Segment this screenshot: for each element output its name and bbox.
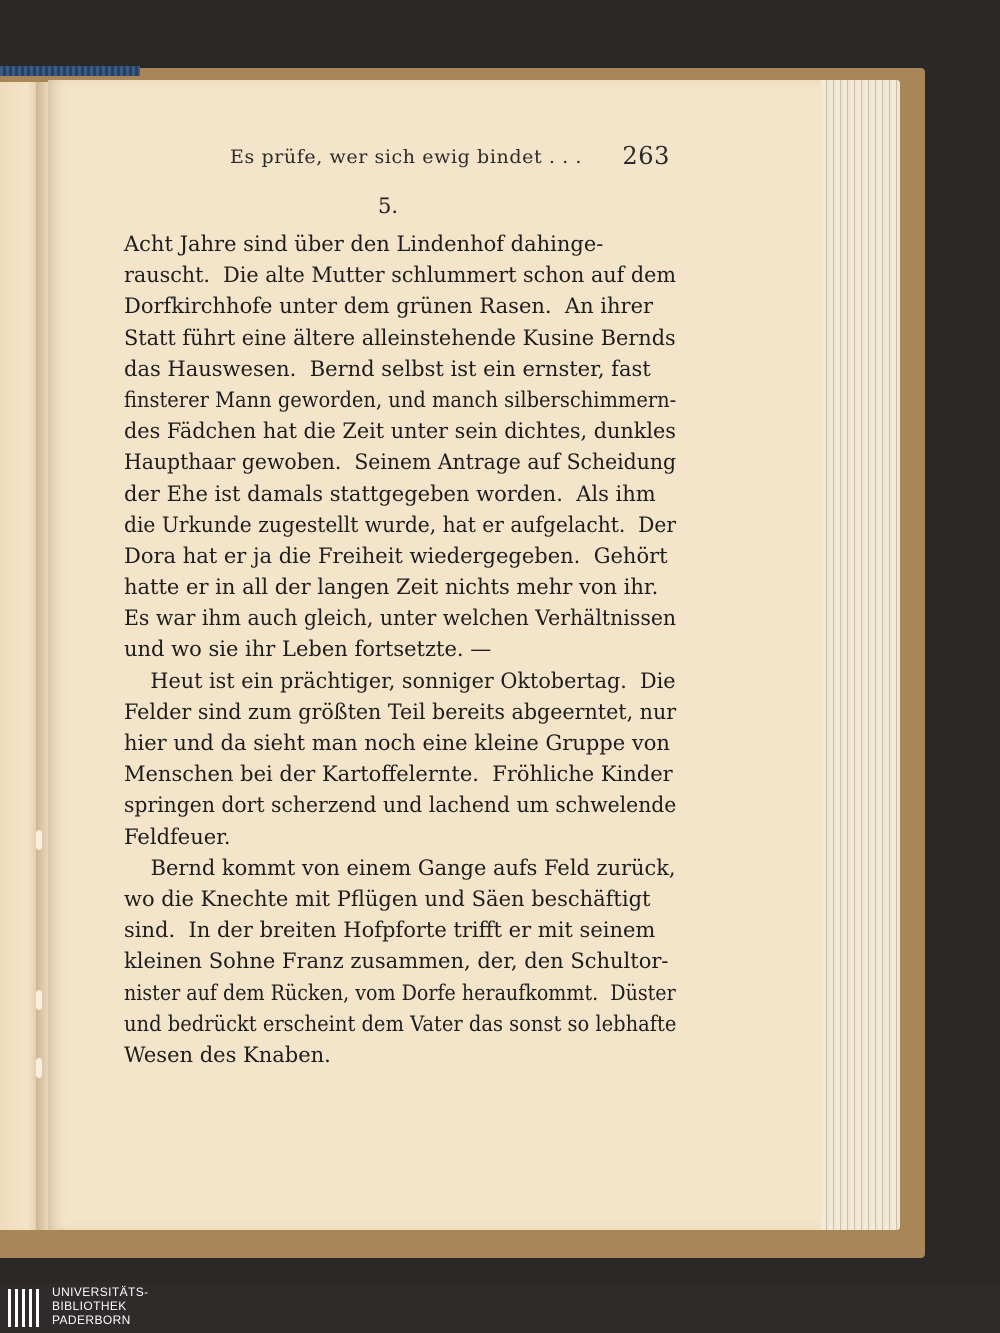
text-line: hatte er in all der langen Zeit nichts mehr von ihr. — [124, 575, 659, 600]
text-line: Wesen des Knaben. — [124, 1042, 331, 1067]
text-line: Menschen bei der Kartoffelernte. Fröhliche Kinder — [124, 762, 673, 787]
text-line: Feldfeuer. — [124, 824, 231, 849]
logo-line: PADERBORN — [52, 1313, 131, 1327]
logo-line: BIBLIOTHEK — [52, 1299, 127, 1313]
text-line: kleinen Sohne Franz zusammen, der, den Schultor- — [124, 949, 669, 974]
text-line: Dora hat er ja die Freiheit wiedergegeben. Gehört — [124, 543, 668, 568]
binding-thread — [36, 990, 42, 1010]
bookmark-ribbon — [0, 66, 140, 76]
text-line: finsterer Mann geworden, und manch silberschimmern- — [124, 387, 677, 412]
body-text — [124, 229, 676, 1071]
text-line: sind. In der breiten Hofpforte trifft er mit seinem — [124, 918, 656, 943]
text-line: das Hauswesen. Bernd selbst ist ein ernster, fast — [124, 356, 651, 381]
text-line: des Fädchen hat die Zeit unter sein dichtes, dunkles — [124, 419, 676, 444]
text-line: Es war ihm auch gleich, unter welchen Verhältnissen — [124, 606, 677, 631]
left-page-edge — [0, 82, 40, 1230]
text-line: Acht Jahre sind über den Lindenhof dahinge- — [124, 232, 604, 256]
text-line: Bernd kommt von einem Gange aufs Feld zurück, — [124, 855, 676, 880]
text-line: und bedrückt erscheint dem Vater das sonst so lebhafte — [124, 1011, 677, 1036]
text-line: Heut ist ein prächtiger, sonniger Oktobertag. Die — [124, 668, 676, 693]
text-line: und wo sie ihr Leben fortsetzte. — — [124, 637, 492, 662]
text-line: hier und da sieht man noch eine kleine Gruppe von — [124, 731, 670, 755]
text-line: nister auf dem Rücken, vom Dorfe heraufkommt. Düster — [124, 980, 676, 1005]
text-line: rauscht. Die alte Mutter schlummert schon auf dem — [124, 263, 676, 288]
page-number: 263 — [622, 142, 670, 170]
section-number: 5. — [377, 194, 399, 218]
binding-thread — [36, 1058, 42, 1078]
text-line: die Urkunde zugestellt wurde, hat er aufgelacht. Der — [124, 512, 677, 537]
binding-thread — [36, 830, 42, 850]
text-line: wo die Knechte mit Pflügen und Säen beschäftigt — [124, 886, 651, 911]
text-line: Dorfkirchhofe unter dem grünen Rasen. An ihrer — [124, 294, 654, 319]
text-line: der Ehe ist damals stattgegeben worden. Als ihm — [124, 481, 656, 506]
running-title: Es prüfe, wer sich ewig bindet . . . — [230, 146, 583, 168]
library-logo-text — [52, 1285, 149, 1327]
text-line: Felder sind zum größten Teil bereits abgeerntet, nur — [124, 699, 677, 724]
page-header — [230, 142, 670, 176]
page-block-edges — [808, 80, 900, 1230]
text-line: springen dort scherzend und lachend um schwelende — [124, 793, 677, 818]
text-line: Haupthaar gewoben. Seinem Antrage auf Scheidung — [124, 450, 676, 475]
footer-bar — [0, 1283, 1000, 1333]
university-library-logo-icon — [6, 1287, 46, 1329]
text-line: Statt führt eine ältere alleinstehende Kusine Bernds — [124, 325, 676, 350]
logo-line: UNIVERSITÄTS- — [52, 1285, 149, 1299]
